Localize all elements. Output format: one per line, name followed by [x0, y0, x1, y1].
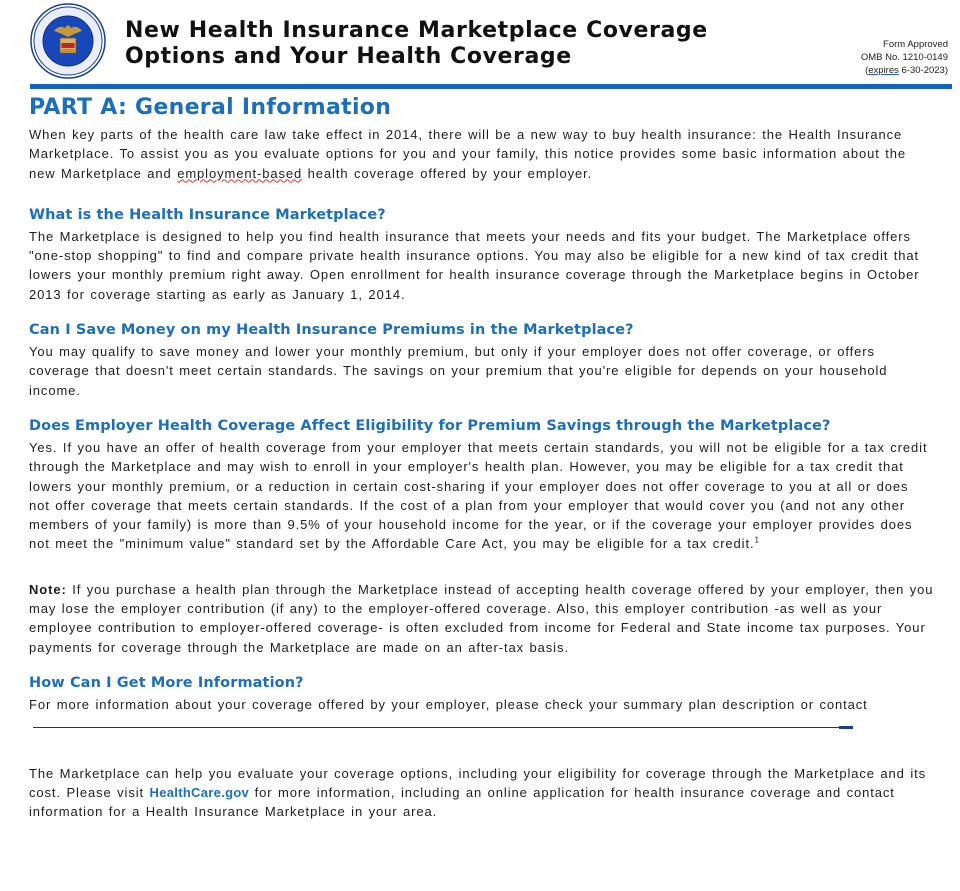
- expires-word: expires: [868, 65, 899, 76]
- department-of-labor-seal-icon: [30, 3, 106, 79]
- healthcare-gov-link[interactable]: HealthCare.gov: [149, 784, 250, 800]
- header-divider: [30, 84, 952, 89]
- intro-paragraph: When key parts of the health care law take effect in 2014, there will be a new way to buy health insurance: the Health Insurance Marketplace. To assist you as you evaluate options for you and your family, this notice provides some basic information about the new Marketplace and employment-based health coverage offered by your employer.: [29, 127, 907, 181]
- title-line-2: Options and Your Health Coverage: [125, 44, 572, 69]
- part-a-title: PART A: General Information: [29, 95, 392, 120]
- section-heading-employer-coverage: Does Employer Health Coverage Affect Eligibility for Premium Savings through the Marketplace?: [29, 417, 831, 434]
- closing-paragraph: The Marketplace can help you evaluate your coverage options, including your eligibility for coverage through the Marketplace and its cost. Please visit HealthCare.gov for more information, including an online application for health insurance coverage and contact information for a Health Insurance Marketplace in your area.: [29, 765, 927, 820]
- note-paragraph: Note: If you purchase a health plan through the Marketplace instead of accepting health coverage offered by your employer, then you may lose the employer contribution (if any) to the employer-offered coverage. Also, this employer contribution -as well as your employee contribution to employer-offered coverage- is often excluded from income for Federal and State income tax purposes. Your payments for coverage through the Marketplace are made on an after-tax basis.: [29, 581, 934, 655]
- section-body-save-money: You may qualify to save money and lower your monthly premium, but only if your employer does not offer coverage, or offers coverage that doesn't meet certain standards. The savings on your premium that you're eligible for depends on your household income.: [29, 344, 888, 398]
- spellcheck-flagged-word: employment-based: [177, 165, 303, 181]
- section-heading-what-is-marketplace: What is the Health Insurance Marketplace?: [29, 206, 386, 223]
- omb-number: OMB No. 1210-0149: [860, 52, 948, 63]
- section-heading-more-info: How Can I Get More Information?: [29, 674, 304, 691]
- form-header: [0, 0, 960, 86]
- document-title: [125, 18, 708, 70]
- title-line-1: New Health Insurance Marketplace Coverage: [125, 18, 708, 43]
- document-body: [29, 94, 934, 821]
- more-info-paragraph: For more information about your coverage offered by your employer, please check your summary plan description or contact: [29, 695, 934, 734]
- expiration-date: (expires 6-30-2023): [865, 65, 948, 76]
- note-label: Note:: [29, 581, 67, 597]
- form-approved-label: Form Approved: [883, 39, 948, 50]
- section-heading-save-money: Can I Save Money on my Health Insurance Premiums in the Marketplace?: [29, 322, 634, 339]
- contact-fill-in-field[interactable]: [33, 727, 853, 728]
- footnote-marker: 1: [754, 536, 760, 546]
- omb-approval-block: [861, 38, 948, 77]
- section-body-employer-coverage: Yes. If you have an offer of health coverage from your employer that meets certain standards, you will not be eligible for a tax credit through the Marketplace and may wish to enroll in your employer's health plan. However, you may be eligible for a tax credit that lowers your monthly premium, or a reduction in certain cost-sharing if your employer does not offer coverage to you at all or does not offer coverage that meets certain standards. If the cost of a plan from your employer that would cover you (and not any other members of your family) is more than 9.5% of your household income for the year, or if the coverage your employer provides does not meet the "minimum value" standard set by the Affordable Care Act, you may be eligible for a tax credit.$^1$: [29, 439, 928, 552]
- section-body-what-is-marketplace: The Marketplace is designed to help you find health insurance that meets your needs and fits your budget. The Marketplace offers "one-stop shopping" to find and compare private health insurance options. You may also be eligible for a new kind of tax credit that lowers your monthly premium right away. Open enrollment for health insurance coverage through the Marketplace begins in October 2013 for coverage starting as early as January 1, 2014.: [29, 228, 920, 302]
